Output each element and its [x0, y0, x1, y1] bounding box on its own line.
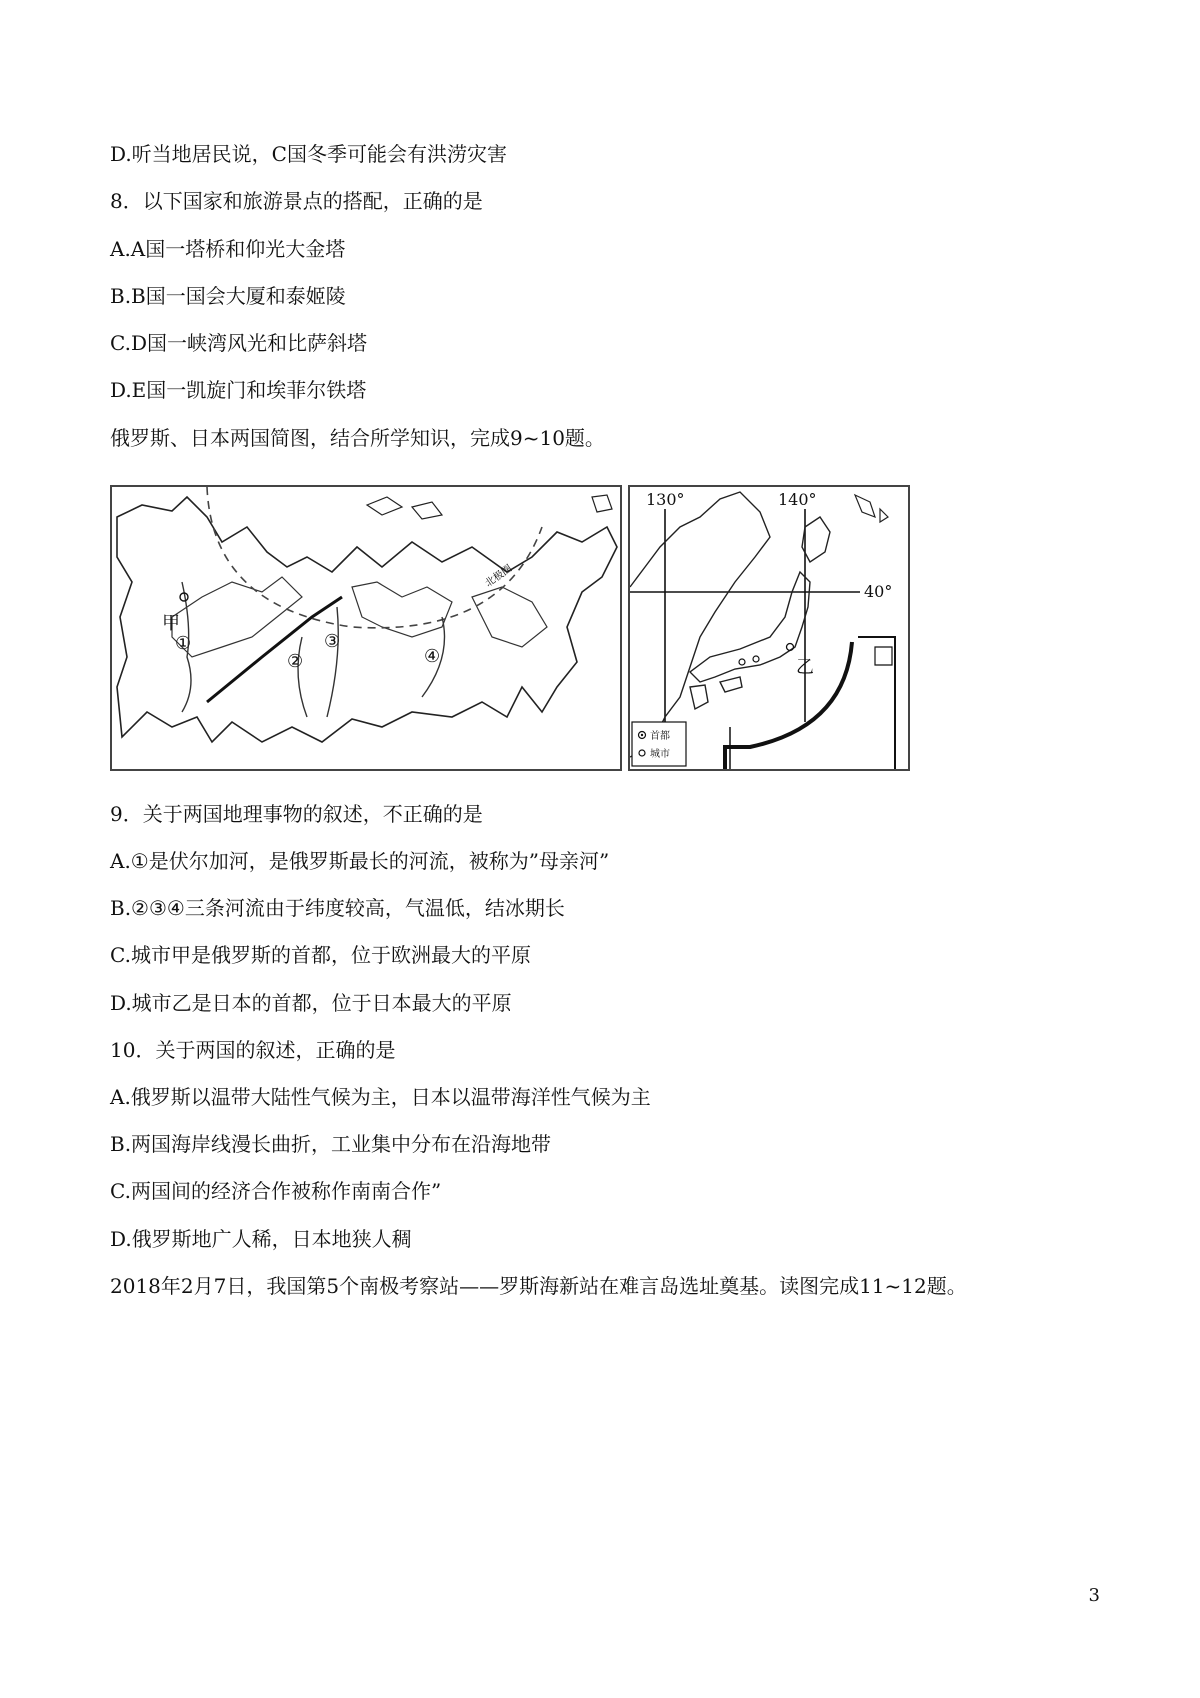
lat-label-40: 40°: [864, 582, 893, 601]
japan-map-drawing: [630, 487, 908, 769]
city-marker: [739, 659, 745, 665]
text-line: C.城市甲是俄罗斯的首都，位于欧洲最大的平原: [110, 943, 531, 967]
text-line: 9．关于两国地理事物的叙述，不正确的是: [110, 802, 483, 826]
text-line: A.俄罗斯以温带大陆性气候为主，日本以温带海洋性气候为主: [110, 1085, 651, 1109]
text-line: 8．以下国家和旅游景点的搭配，正确的是: [110, 189, 483, 213]
text-line: 俄罗斯、日本两国简图，结合所学知识，完成9~10题。: [110, 426, 605, 450]
text-line: 2018年2月7日，我国第5个南极考察站——罗斯海新站在难言岛选址奠基。读图完成11~12题。: [110, 1274, 967, 1298]
city-yi-label: 乙: [796, 657, 814, 678]
text-line: A.A国一塔桥和仰光大金塔: [110, 237, 346, 261]
text-line: B.两国海岸线漫长曲折，工业集中分布在沿海地带: [110, 1132, 552, 1156]
text-line: A.①是伏尔加河，是俄罗斯最长的河流，被称为”母亲河”: [110, 849, 610, 873]
japan-map: [628, 485, 910, 771]
text-line: B.B国一国会大厦和泰姬陵: [110, 284, 346, 308]
river-label-4: ④: [424, 646, 441, 667]
text-line: C.两国间的经济合作被称作南南合作”: [110, 1179, 442, 1203]
legend-city: 城市: [650, 749, 670, 760]
river-label-3: ③: [324, 631, 341, 652]
text-line: D.E国一凯旋门和埃菲尔铁塔: [110, 378, 367, 402]
legend-capital: 首都: [650, 731, 670, 742]
text-line: D.俄罗斯地广人稀，日本地狭人稠: [110, 1227, 412, 1251]
river-label-2: ②: [287, 651, 304, 672]
russia-map: [110, 485, 622, 771]
city-yi-marker: [787, 644, 794, 651]
text-line: D.城市乙是日本的首都，位于日本最大的平原: [110, 991, 512, 1015]
lon-label-140: 140°: [778, 490, 817, 509]
text-line: D.听当地居民说，C国冬季可能会有洪涝灾害: [110, 142, 507, 166]
city-marker: [753, 656, 759, 662]
lon-label-130: 130°: [646, 490, 685, 509]
river-label-1: ①: [175, 633, 192, 654]
city-jia-label: 甲: [162, 613, 180, 634]
text-line: 10．关于两国的叙述，正确的是: [110, 1038, 396, 1062]
page-number: 3: [1088, 1585, 1100, 1606]
text-line: C.D国一峡湾风光和比萨斜塔: [110, 331, 367, 355]
arctic-circle-label: 北极圈: [483, 563, 515, 590]
russia-map-drawing: [112, 487, 620, 769]
map-figures: [110, 485, 910, 775]
text-line: B.②③④三条河流由于纬度较高，气温低，结冰期长: [110, 896, 565, 920]
